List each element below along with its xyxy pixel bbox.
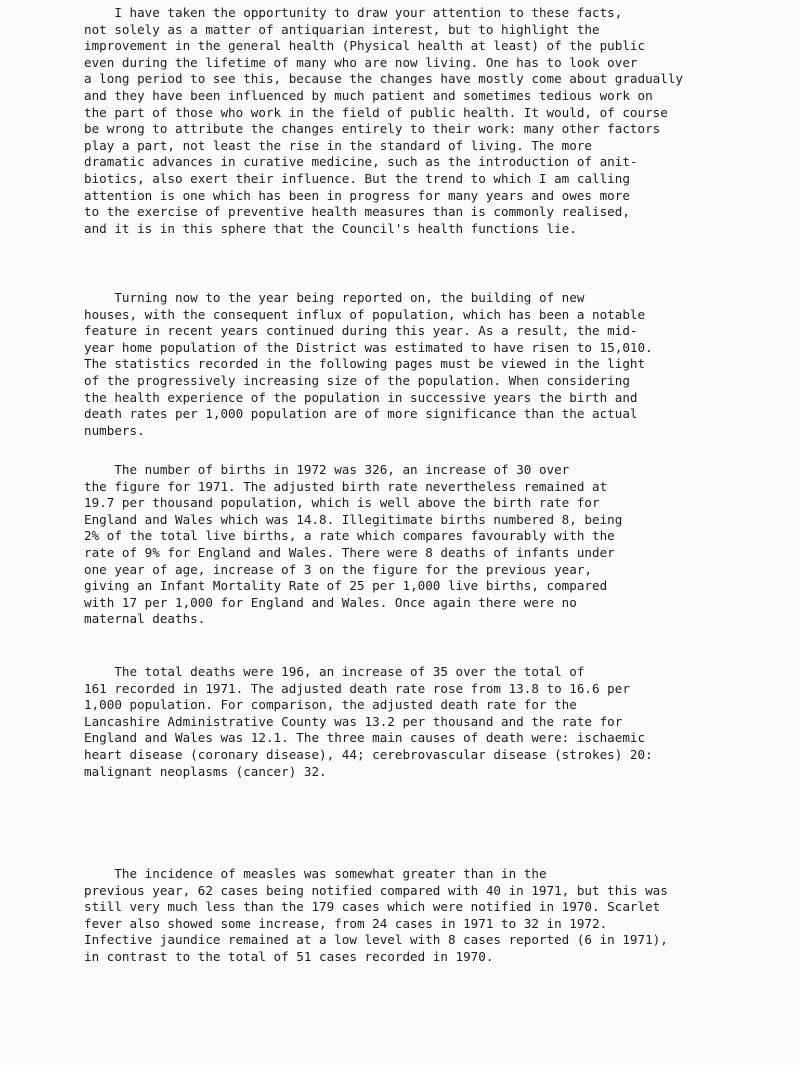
paragraph-births-and-infant-mortality: The number of births in 1972 was 326, an increase of 30 over the figure for 1971. The adjusted birth rate nevertheless remained at 19.7 per thousand population, which is well above the birth rate for England and Wales which was 14.8. Illegitimate births numbered 8, being 2% of the total live births, a rate which compares favourably with the rate of 9% for England and Wales. There were 8 deaths of infants under one year of age, increase of 3 on the figure for the previous year, giving an Infant Mortality Rate of 25 per 1,000 live births, compared with 17 per 1,000 for England and Wales. Once again there were no maternal deaths. <box>84 462 623 627</box>
paragraph-population-growth: Turning now to the year being reported on, the building of new houses, with the consequent influx of population, which has been a notable feature in recent years continued during this year. As a result, the mid- year home population of the District was estimated to have risen to 15,010. The statistics recorded in the following pages must be viewed in the light of the progressively increasing size of the population. When considering the health experience of the population in successive years the birth and death rates per 1,000 population are of more significance than the actual numbers. <box>84 290 653 438</box>
paragraph-deaths-and-causes: The total deaths were 196, an increase of 35 over the total of 161 recorded in 1971. The adjusted death rate rose from 13.8 to 16.6 per 1,000 population. For comparison, the adjusted death rate for the Lancashire Administrative County was 13.2 per thousand and the rate for England and Wales was 12.1. The three main causes of death were: ischaemic heart disease (coronary disease), 44; cerebrovascular disease (strokes) 20: malignant neoplasms (cancer) 32. <box>84 664 653 779</box>
paragraph-infectious-diseases: The incidence of measles was somewhat greater than in the previous year, 62 cases being notified compared with 40 in 1971, but this was still very much less than the 179 cases which were notified in 1970. Scarlet fever also showed some increase, from 24 cases in 1971 to 32 in 1972. Infective jaundice remained at a low level with 8 cases reported (6 in 1971), in contrast to the total of 51 cases recorded in 1970. <box>84 866 668 964</box>
paragraph-historical-health-improvement: I have taken the opportunity to draw your attention to these facts, not solely as a matter of antiquarian interest, but to highlight the improvement in the general health (Physical health at least) of the public even during the lifetime of many who are now living. One has to look over a long period to see this, because the changes have mostly come about gradually and they have been influenced by much patient and sometimes tedious work on the part of those who work in the field of public health. It would, of course be wrong to attribute the changes entirely to their work: many other factors play a part, not least the rise in the standard of living. The more dramatic advances in curative medicine, such as the introduction of anit- biotics, also exert their influence. But the trend to which I am calling attention is one which has been in progress for many years and owes more to the exercise of preventive health measures than is commonly realised, and it is in this sphere that the Council's health functions lie. <box>84 5 683 236</box>
